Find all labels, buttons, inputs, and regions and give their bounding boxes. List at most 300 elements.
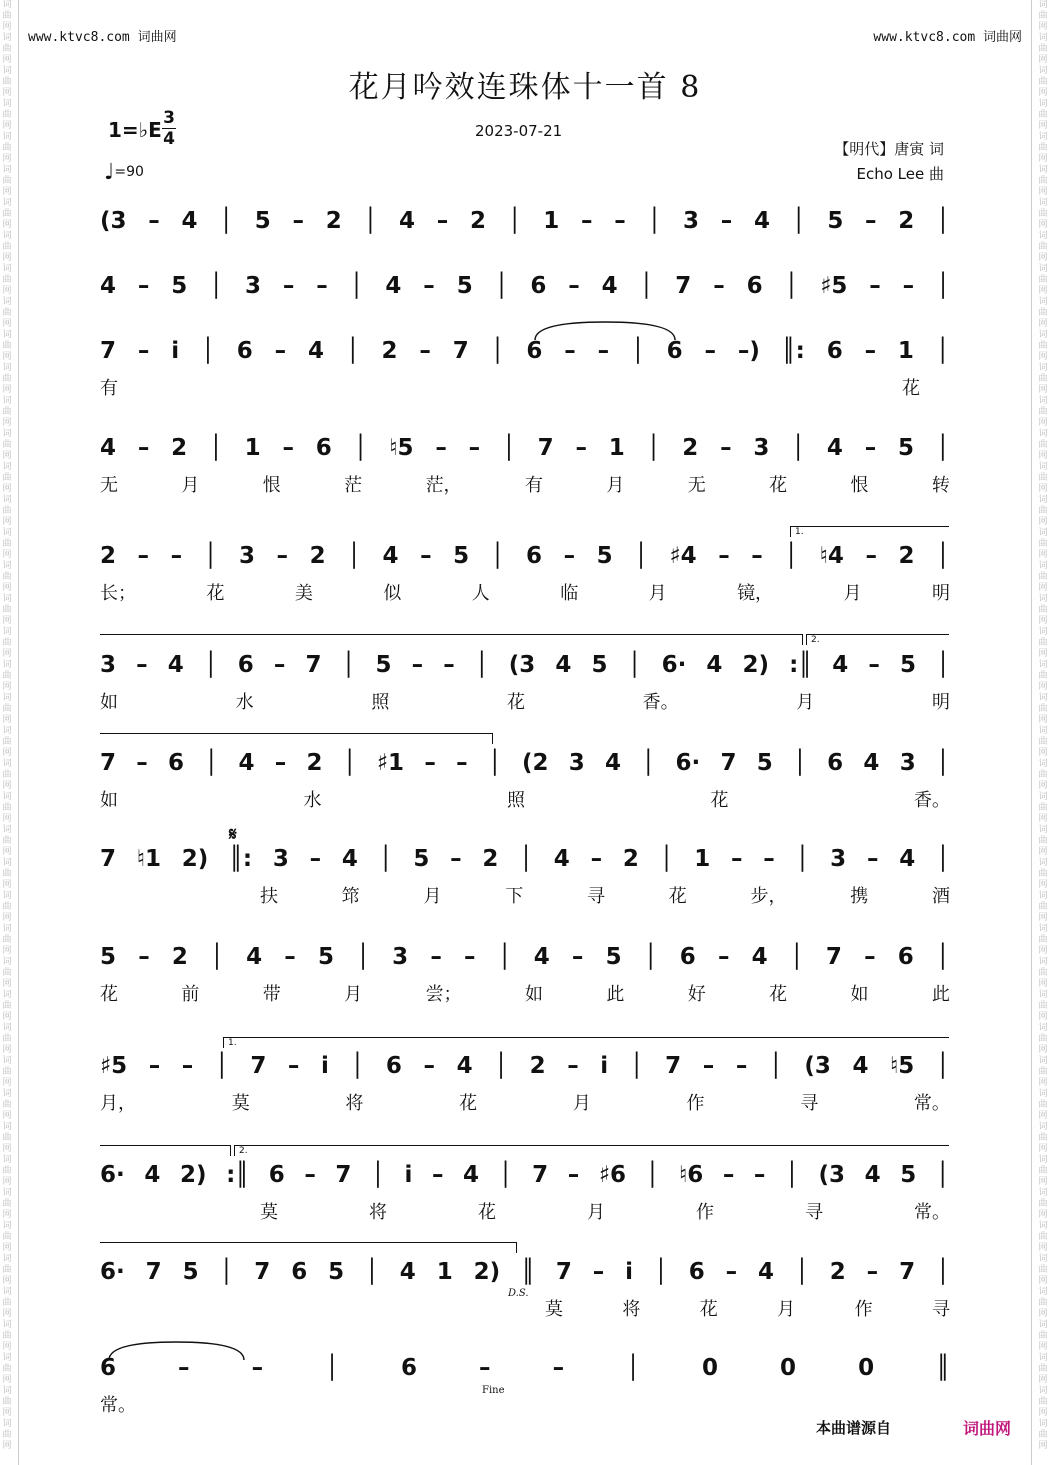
note-token: 5 bbox=[171, 273, 188, 299]
note-token: – bbox=[866, 846, 879, 872]
lyric-char: 莫 bbox=[260, 1202, 278, 1223]
note-token: 7 bbox=[720, 750, 737, 776]
lyric-char: 莫 bbox=[231, 1093, 250, 1114]
note-token: 5 bbox=[898, 435, 915, 461]
note-token: 2 bbox=[309, 543, 326, 569]
note-token: – bbox=[720, 435, 732, 461]
note-token: 7 bbox=[665, 1053, 682, 1079]
note-token: – bbox=[316, 273, 328, 299]
note-token: │ bbox=[208, 435, 223, 461]
note-token: 1 bbox=[694, 846, 711, 872]
note-token: │ bbox=[219, 1259, 234, 1285]
note-token: 7 bbox=[100, 750, 117, 776]
lyric-char: 酒 bbox=[932, 886, 950, 907]
note-token: ♮1 bbox=[136, 846, 162, 872]
note-token: 6 bbox=[268, 1162, 285, 1188]
note-token: 6 bbox=[746, 273, 763, 299]
note-token: 1 bbox=[244, 435, 261, 461]
note-token: │ bbox=[347, 543, 361, 569]
note-token: – bbox=[436, 208, 449, 234]
lyric-char: 转 bbox=[931, 475, 950, 496]
note-token: – bbox=[751, 543, 763, 569]
note-token: 0 bbox=[780, 1355, 797, 1381]
note-token: 6 bbox=[526, 338, 543, 364]
note-token: 3 bbox=[272, 846, 289, 872]
note-token: 2 bbox=[469, 208, 486, 234]
note-token: 6· bbox=[675, 750, 701, 776]
note-token: │ bbox=[935, 944, 950, 970]
note-token: │ bbox=[363, 208, 378, 234]
note-token: 0 bbox=[702, 1355, 719, 1381]
lyric-char: 照 bbox=[507, 790, 525, 811]
note-token: – bbox=[864, 338, 877, 364]
note-token: (3 bbox=[818, 1162, 845, 1188]
lyric-char: 花 bbox=[902, 378, 920, 399]
note-token: – bbox=[178, 1355, 190, 1381]
note-token: ♯5 bbox=[100, 1053, 128, 1079]
note-token: 6· bbox=[100, 1162, 125, 1188]
note-token: 6 bbox=[897, 944, 914, 970]
note-token: :║ bbox=[789, 652, 813, 678]
note-token: │ bbox=[791, 435, 806, 461]
note-token: │ bbox=[935, 1162, 950, 1188]
note-token: │ bbox=[627, 652, 642, 678]
note-token: │ bbox=[936, 652, 950, 678]
note-token: 7 bbox=[532, 1162, 549, 1188]
lyric-char: 携 bbox=[850, 886, 869, 907]
note-token: 7 bbox=[537, 435, 554, 461]
lyric-char: 月 bbox=[423, 886, 442, 907]
note-token: ║ bbox=[936, 1355, 950, 1381]
lyric-char: 带 bbox=[262, 984, 281, 1005]
note-token: 6 bbox=[526, 543, 543, 569]
left-margin-rule bbox=[18, 0, 19, 1465]
note-token: – bbox=[725, 1259, 738, 1285]
note-token: 4 bbox=[826, 435, 843, 461]
note-token: │ bbox=[353, 435, 368, 461]
ending-1-line bbox=[100, 634, 803, 645]
note-token: │ bbox=[494, 273, 509, 299]
lyric-char: 无 bbox=[687, 475, 706, 496]
note-token: – bbox=[148, 1053, 161, 1079]
note-token: │ bbox=[204, 750, 219, 776]
note-token: │ bbox=[645, 1162, 660, 1188]
meter-bottom: 4 bbox=[163, 129, 175, 149]
tempo-marking bbox=[104, 160, 144, 185]
note-token: 5 bbox=[317, 944, 334, 970]
note-token: i bbox=[171, 338, 180, 364]
note-token: │ bbox=[785, 1162, 799, 1188]
note-token: –) bbox=[737, 338, 760, 364]
note-token: 3 bbox=[830, 846, 847, 872]
note-token: 4 bbox=[754, 208, 771, 234]
note-token: │ bbox=[643, 944, 658, 970]
note-token: │ bbox=[342, 750, 357, 776]
note-token: ♯5 bbox=[820, 273, 848, 299]
note-token: – bbox=[866, 1259, 879, 1285]
note-token: 4 bbox=[341, 846, 358, 872]
note-token: 5 bbox=[900, 1162, 917, 1188]
note-token: (3 bbox=[508, 652, 536, 678]
lyric-char: 作 bbox=[696, 1202, 714, 1223]
note-token: – bbox=[590, 846, 603, 872]
note-token: 3 bbox=[239, 543, 256, 569]
note-token: 2 bbox=[306, 750, 323, 776]
note-token: │ bbox=[630, 338, 645, 364]
note-token: – bbox=[137, 543, 150, 569]
note-token: 5 bbox=[756, 750, 773, 776]
note-token: 4 bbox=[456, 1053, 473, 1079]
note-token: 7 bbox=[675, 273, 692, 299]
note-token: │ bbox=[647, 208, 662, 234]
note-token: 6 bbox=[237, 652, 254, 678]
note-token: 4 bbox=[832, 652, 849, 678]
lyric-char: 水 bbox=[303, 790, 322, 811]
note-token: – bbox=[597, 338, 610, 364]
note-token: i bbox=[600, 1053, 609, 1079]
header-site-left: www.ktvc8.com 词曲网 bbox=[28, 30, 177, 45]
note-token: – bbox=[137, 338, 150, 364]
note-token: 1 bbox=[436, 1259, 453, 1285]
note-token: – bbox=[420, 543, 432, 569]
note-token: │ bbox=[498, 1162, 513, 1188]
lyric-char: 花 bbox=[100, 984, 118, 1005]
note-token: │ bbox=[935, 435, 950, 461]
note-token: │ bbox=[794, 1259, 809, 1285]
note-token: – bbox=[763, 846, 775, 872]
note-token: │ bbox=[653, 1259, 668, 1285]
lyric-char: 有 bbox=[524, 475, 543, 496]
note-token: 7 bbox=[452, 338, 469, 364]
note-token: ♮5 bbox=[389, 435, 414, 461]
note-token: – bbox=[479, 1355, 491, 1381]
note-token: │ bbox=[784, 543, 799, 569]
note-token: │ bbox=[519, 846, 534, 872]
lyric-char: 月 bbox=[344, 984, 363, 1005]
note-token: 5 bbox=[254, 208, 271, 234]
note-token: │ bbox=[789, 944, 804, 970]
note-token: 3 bbox=[244, 273, 261, 299]
note-token: – bbox=[575, 435, 587, 461]
note-token: │ bbox=[490, 338, 505, 364]
notation bbox=[100, 1259, 950, 1291]
note-token: 4 bbox=[863, 750, 880, 776]
note-token: │ bbox=[936, 208, 950, 234]
lyric-char: 明 bbox=[931, 692, 950, 713]
lyric-char: 月 bbox=[843, 583, 862, 604]
note-token: 2 bbox=[171, 435, 188, 461]
note-token: 6 bbox=[688, 1259, 705, 1285]
note-token: – bbox=[251, 1355, 264, 1381]
note-token: │ bbox=[350, 1053, 365, 1079]
note-token: – bbox=[424, 750, 436, 776]
note-token: 7 bbox=[250, 1053, 267, 1079]
lyric-char: 此 bbox=[606, 984, 625, 1005]
note-token: – bbox=[138, 944, 150, 970]
note-token: 6· bbox=[661, 652, 687, 678]
note-token: │ bbox=[345, 338, 360, 364]
note-token: – bbox=[571, 944, 584, 970]
ending-1b-line bbox=[100, 1145, 231, 1156]
lyricist-credit: 【明代】唐寅 词 bbox=[834, 140, 944, 158]
note-token: │ bbox=[325, 1355, 339, 1381]
note-token: 5 bbox=[605, 944, 622, 970]
note-token: │ bbox=[497, 944, 512, 970]
note-token: ♮6 bbox=[679, 1162, 704, 1188]
lyric-char: 临 bbox=[560, 583, 579, 604]
note-token: (3 bbox=[804, 1053, 831, 1079]
lyric-char: 恨 bbox=[262, 475, 281, 496]
lyric-char: 前 bbox=[181, 984, 200, 1005]
note-token: – bbox=[564, 338, 576, 364]
note-token: 7 bbox=[305, 652, 322, 678]
note-token: 6 bbox=[826, 338, 843, 364]
note-token: – bbox=[284, 944, 296, 970]
note-token: 5 bbox=[182, 1259, 199, 1285]
note-token: – bbox=[181, 1053, 194, 1079]
note-token: 3 bbox=[753, 435, 770, 461]
notation bbox=[100, 338, 950, 370]
note-token: – bbox=[552, 1355, 565, 1381]
note-token: – bbox=[568, 273, 580, 299]
note-token: – bbox=[148, 208, 160, 234]
lyric-char: 扶 bbox=[260, 886, 278, 907]
note-token: 6 bbox=[679, 944, 696, 970]
lyric-char: 月 bbox=[648, 583, 667, 604]
note-token: │ bbox=[507, 208, 522, 234]
note-token: 4 bbox=[246, 944, 263, 970]
notation bbox=[100, 944, 950, 976]
note-token: │ bbox=[936, 273, 950, 299]
notation bbox=[100, 1162, 950, 1194]
note-token: – bbox=[450, 846, 462, 872]
note-token: │ bbox=[341, 652, 356, 678]
lyric-char: 尝； bbox=[425, 984, 462, 1005]
lyric-char: 有 bbox=[100, 378, 118, 399]
note-token: – bbox=[423, 1053, 435, 1079]
lyrics bbox=[100, 309, 950, 333]
note-token: 2 bbox=[898, 208, 915, 234]
segno-mark: 𝄋 bbox=[229, 824, 237, 845]
note-token: │ bbox=[629, 1053, 644, 1079]
lyrics bbox=[100, 244, 950, 268]
lyric-char: 寻 bbox=[931, 1299, 950, 1320]
lyric-char: 将 bbox=[369, 1202, 387, 1223]
date: 2023-07-21 bbox=[475, 122, 563, 140]
note-token: – bbox=[136, 652, 148, 678]
lyric-char: 月 bbox=[587, 1202, 605, 1223]
note-token: 7 bbox=[555, 1259, 572, 1285]
note-token: 3 bbox=[392, 944, 409, 970]
note-token: – bbox=[592, 1259, 605, 1285]
lyric-char: 寻 bbox=[587, 886, 605, 907]
note-token: 6 bbox=[530, 273, 547, 299]
note-token: 4 bbox=[385, 273, 402, 299]
note-token: 6 bbox=[385, 1053, 402, 1079]
tempo-value: =90 bbox=[114, 164, 144, 180]
note-token: 7 bbox=[145, 1259, 162, 1285]
lyric-char: 茫 bbox=[344, 475, 363, 496]
lyric-char: 花 bbox=[506, 692, 525, 713]
note-token: – bbox=[464, 944, 476, 970]
note-token: i bbox=[404, 1162, 413, 1188]
ds-mark: D.S. bbox=[508, 1288, 529, 1299]
note-token: – bbox=[753, 1162, 766, 1188]
note-token: 4 bbox=[167, 652, 184, 678]
site-logo[interactable]: 词曲网 bbox=[963, 1419, 1012, 1438]
note-token: – bbox=[435, 435, 447, 461]
tie-arc bbox=[530, 318, 680, 342]
note-token: │ bbox=[378, 846, 393, 872]
note-token: – bbox=[563, 543, 576, 569]
note-token: │ bbox=[641, 750, 656, 776]
note-token: │ bbox=[490, 543, 505, 569]
note-token: 6 bbox=[401, 1355, 418, 1381]
lyric-char: 花 bbox=[710, 790, 729, 811]
note-token: │ bbox=[494, 1053, 509, 1079]
quarter-note-icon: ♩ bbox=[104, 160, 115, 185]
composer-credit: Echo Lee 曲 bbox=[856, 165, 944, 183]
note-token: │ bbox=[784, 273, 799, 299]
note-token: 3 bbox=[683, 208, 700, 234]
note-token: 2 bbox=[171, 944, 188, 970]
note-token: │ bbox=[936, 846, 950, 872]
lyrics bbox=[545, 1295, 950, 1319]
note-token: – bbox=[274, 338, 287, 364]
note-token: 2 bbox=[100, 543, 117, 569]
note-token: 6 bbox=[236, 338, 253, 364]
note-token: │ bbox=[487, 750, 502, 776]
ending-2b-line bbox=[100, 1242, 517, 1253]
note-token: – bbox=[864, 435, 877, 461]
note-token: – bbox=[718, 543, 730, 569]
note-token: 7 bbox=[254, 1259, 271, 1285]
lyric-char: 茫， bbox=[425, 475, 462, 496]
note-token: – bbox=[430, 944, 442, 970]
note-token: │ bbox=[626, 1355, 640, 1381]
lyric-char: 步， bbox=[750, 886, 787, 907]
note-token: 4 bbox=[399, 208, 416, 234]
lyric-char: 寻 bbox=[805, 1202, 823, 1223]
lyric-char: 常。 bbox=[100, 1395, 136, 1416]
lyric-char: 花 bbox=[668, 886, 687, 907]
volta-bracket-1: 1. bbox=[790, 526, 949, 537]
note-token: 4 bbox=[463, 1162, 480, 1188]
note-token: 3 bbox=[568, 750, 585, 776]
lyric-char: 花 bbox=[769, 475, 788, 496]
note-token: 2) bbox=[181, 846, 209, 872]
note-token: 7 bbox=[100, 846, 117, 872]
note-token: │ bbox=[936, 543, 950, 569]
note-token: – bbox=[720, 208, 733, 234]
lyrics bbox=[100, 1391, 950, 1415]
header-site-right: www.ktvc8.com 词曲网 bbox=[873, 30, 1022, 45]
lyric-char: 花 bbox=[769, 984, 788, 1005]
note-token: │ bbox=[935, 750, 950, 776]
note-token: 6 bbox=[291, 1259, 308, 1285]
lyric-char: 如 bbox=[100, 692, 118, 713]
note-token: – bbox=[287, 1053, 300, 1079]
note-token: 1 bbox=[608, 435, 625, 461]
lyric-char: 月 bbox=[606, 475, 625, 496]
lyrics bbox=[260, 1198, 950, 1222]
note-token: 2 bbox=[529, 1053, 546, 1079]
notation bbox=[100, 1053, 950, 1085]
note-token: 2 bbox=[325, 208, 342, 234]
lyric-char: 香。 bbox=[642, 692, 679, 713]
note-token: 6 bbox=[100, 1355, 117, 1381]
note-token: – bbox=[282, 435, 294, 461]
note-token: 2 bbox=[482, 846, 499, 872]
lyric-char: 美 bbox=[294, 583, 313, 604]
lyrics bbox=[100, 579, 950, 603]
lyrics bbox=[100, 688, 950, 712]
note-token: 4 bbox=[144, 1162, 161, 1188]
note-token: 6 bbox=[168, 750, 185, 776]
lyric-char: 寻 bbox=[800, 1093, 819, 1114]
note-token: │ bbox=[646, 435, 661, 461]
note-token: – bbox=[864, 944, 876, 970]
note-token: │ bbox=[935, 1053, 950, 1079]
lyric-char: 月 bbox=[796, 692, 815, 713]
note-token: │ bbox=[935, 1259, 950, 1285]
lyric-char: 作 bbox=[854, 1299, 873, 1320]
lyric-char: 莫 bbox=[545, 1299, 563, 1320]
lyrics bbox=[100, 374, 950, 398]
note-token: 1 bbox=[897, 338, 914, 364]
note-token: │ bbox=[795, 846, 810, 872]
note-token: 6 bbox=[315, 435, 332, 461]
notation bbox=[100, 652, 950, 684]
note-token: 2 bbox=[829, 1259, 846, 1285]
note-token: 2) bbox=[179, 1162, 207, 1188]
note-token: │ bbox=[793, 750, 807, 776]
lyric-char: 筇 bbox=[341, 886, 360, 907]
note-token: – bbox=[468, 435, 481, 461]
right-margin-rule bbox=[1031, 0, 1032, 1465]
note-token: 4 bbox=[751, 944, 768, 970]
note-token: – bbox=[567, 1053, 579, 1079]
note-token: 6 bbox=[666, 338, 683, 364]
lyric-char: 花 bbox=[206, 583, 225, 604]
lyric-char: 恨 bbox=[850, 475, 869, 496]
note-token: 5 bbox=[591, 652, 608, 678]
note-token: 6 bbox=[827, 750, 844, 776]
ending-2-line bbox=[100, 733, 493, 744]
notation bbox=[100, 435, 950, 467]
note-token: – bbox=[722, 1162, 735, 1188]
note-token: ║ bbox=[521, 1259, 535, 1285]
note-token: 0 bbox=[858, 1355, 875, 1381]
note-token: – bbox=[735, 1053, 748, 1079]
note-token: ♯6 bbox=[598, 1162, 626, 1188]
note-token: 7 bbox=[899, 1259, 916, 1285]
note-token: 4 bbox=[852, 1053, 869, 1079]
note-token: │ bbox=[209, 273, 224, 299]
lyric-char: 花 bbox=[478, 1202, 496, 1223]
notation bbox=[100, 273, 950, 305]
note-token: 3 bbox=[100, 652, 117, 678]
lyric-char: 作 bbox=[686, 1093, 705, 1114]
note-token: 5 bbox=[375, 652, 392, 678]
lyric-char: 常。 bbox=[914, 1202, 950, 1223]
note-token: │ bbox=[639, 273, 654, 299]
time-signature bbox=[162, 108, 176, 149]
note-token: – bbox=[282, 273, 295, 299]
note-token: – bbox=[292, 208, 304, 234]
note-token: – bbox=[276, 543, 289, 569]
note-token: – bbox=[704, 338, 717, 364]
